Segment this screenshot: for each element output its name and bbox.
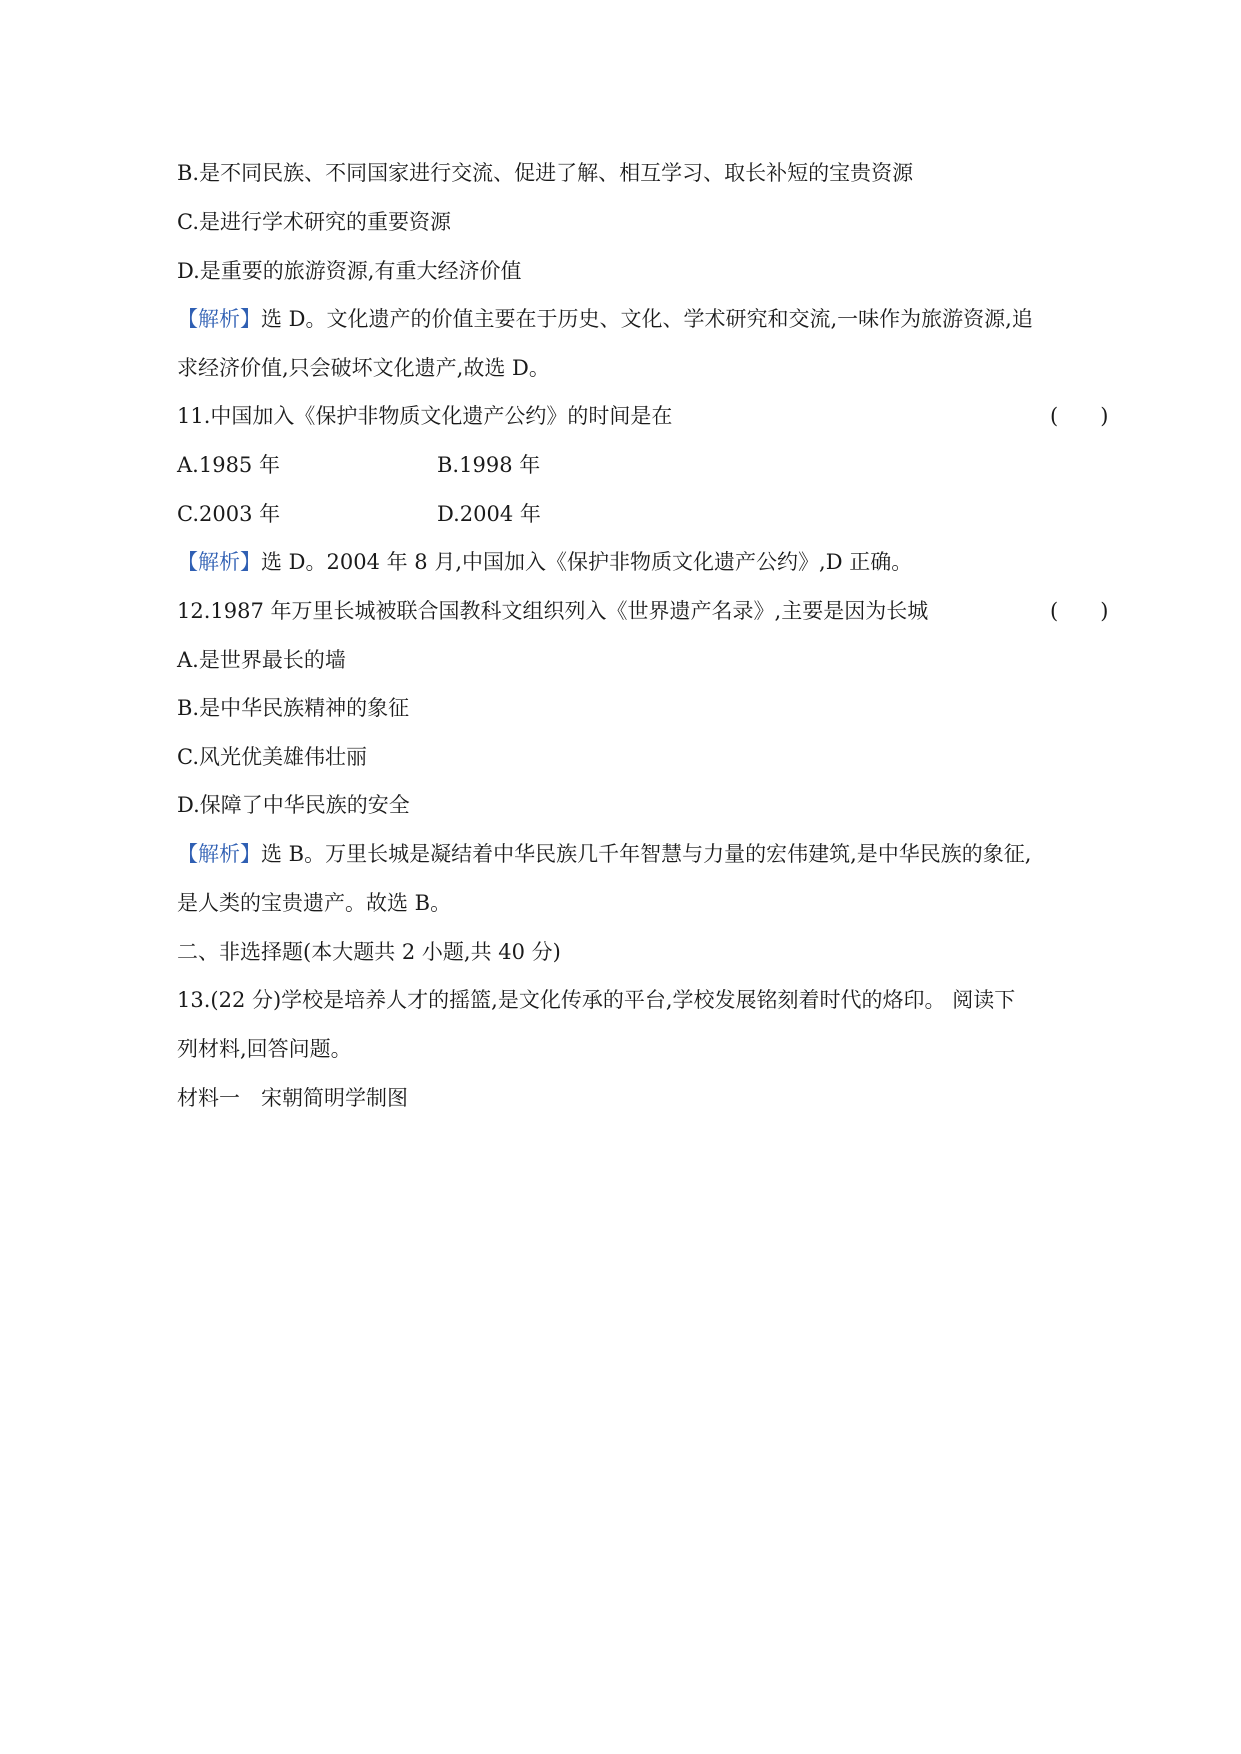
q10-option-d: D.是重要的旅游资源,有重大经济价值 bbox=[177, 259, 522, 283]
q11-analysis bbox=[177, 549, 912, 575]
q12-stem: 12.1987 年万里长城被联合国教科文组织列入《世界遗产名录》,主要是因为长城 bbox=[177, 599, 929, 623]
q12-analysis-line2: 是人类的宝贵遗产。故选 B。 bbox=[177, 891, 452, 915]
q12-option-d: D.保障了中华民族的安全 bbox=[177, 793, 410, 817]
q11-option-b: B.1998 年 bbox=[437, 453, 541, 477]
q10-option-b: B.是不同民族、不同国家进行交流、促进了解、相互学习、取长补短的宝贵资源 bbox=[177, 161, 914, 185]
q11-option-d: D.2004 年 bbox=[437, 502, 541, 526]
q10-option-c: C.是进行学术研究的重要资源 bbox=[177, 210, 451, 234]
q11-option-a: A.1985 年 bbox=[177, 453, 280, 477]
q12-option-a: A.是世界最长的墙 bbox=[177, 648, 346, 672]
analysis-text: 选 D。2004 年 8 月,中国加入《保护非物质文化遗产公约》,D 正确。 bbox=[261, 550, 913, 574]
q13-stem-line2: 列材料,回答问题。 bbox=[177, 1037, 352, 1061]
q10-analysis-line2: 求经济价值,只会破坏文化遗产,故选 D。 bbox=[177, 356, 550, 380]
q10-analysis-line1 bbox=[177, 306, 1033, 332]
q13-material1-title: 材料一 宋朝简明学制图 bbox=[177, 1086, 408, 1110]
q12-answer-paren: ( ) bbox=[1050, 599, 1109, 623]
q11-answer-paren: ( ) bbox=[1050, 404, 1109, 428]
analysis-tag: 【解析】 bbox=[177, 550, 261, 574]
analysis-tag: 【解析】 bbox=[177, 307, 261, 331]
analysis-tag: 【解析】 bbox=[177, 842, 261, 866]
q11-stem: 11.中国加入《保护非物质文化遗产公约》的时间是在 bbox=[177, 404, 673, 428]
q12-option-b: B.是中华民族精神的象征 bbox=[177, 696, 410, 720]
analysis-text: 选 D。文化遗产的价值主要在于历史、文化、学术研究和交流,一味作为旅游资源,追 bbox=[261, 307, 1033, 331]
q12-analysis-line1 bbox=[177, 841, 1031, 867]
analysis-text: 选 B。万里长城是凝结着中华民族几千年智慧与力量的宏伟建筑,是中华民族的象征, bbox=[261, 842, 1032, 866]
q11-option-c: C.2003 年 bbox=[177, 502, 281, 526]
section2-title: 二、非选择题(本大题共 2 小题,共 40 分) bbox=[177, 940, 561, 964]
q13-stem-line1: 13.(22 分)学校是培养人才的摇篮,是文化传承的平台,学校发展铭刻着时代的烙印。 阅读下 bbox=[177, 988, 1016, 1012]
q12-option-c: C.风光优美雄伟壮丽 bbox=[177, 745, 367, 769]
